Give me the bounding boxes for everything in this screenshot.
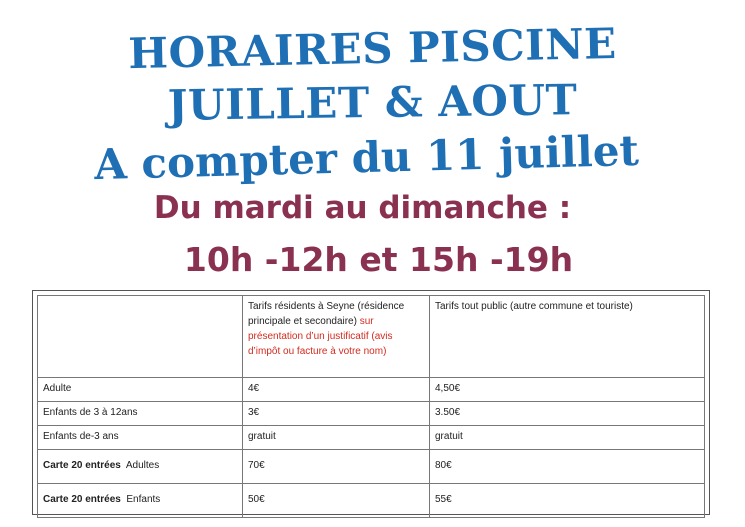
- row-public-price: gratuit: [430, 426, 705, 450]
- row-resident-price: 50€: [243, 484, 430, 518]
- row-label-text: Adulte: [43, 383, 72, 394]
- table-row: [38, 426, 705, 450]
- table-row: [38, 378, 705, 402]
- schedule-hours: 10h -12h et 15h -19h: [183, 240, 574, 279]
- header-resident-label: Tarifs résidents à Seyne (résidence principale et secondaire): [248, 301, 405, 327]
- header-resident-note: sur présentation d’un justificatif (avis d’impôt ou facture à votre nom): [248, 316, 393, 357]
- table-row: [38, 402, 705, 426]
- row-public-price: 3.50€: [430, 402, 705, 426]
- table-row: [38, 484, 705, 518]
- title-line-3: A compter du 11 juillet: [93, 125, 640, 190]
- schedule-days: Du mardi au dimanche :: [153, 190, 572, 226]
- row-public-price: 80€: [430, 450, 705, 484]
- table-header-row: [38, 296, 705, 378]
- row-resident-price: 3€: [243, 402, 430, 426]
- title-line-1: HORAIRES PISCINE: [127, 18, 618, 79]
- row-label-text: Enfants de 3 à 12ans: [43, 407, 138, 418]
- row-label-bold: Carte 20 entrées: [43, 460, 121, 471]
- price-table: [37, 295, 705, 518]
- row-label: [38, 378, 243, 402]
- row-label-bold: Carte 20 entrées: [43, 494, 121, 505]
- row-public-price: 4,50€: [430, 378, 705, 402]
- row-label-text: Enfants de-3 ans: [43, 431, 119, 442]
- row-public-price: 55€: [430, 484, 705, 518]
- row-label-text: Enfants: [120, 494, 161, 505]
- row-label: [38, 402, 243, 426]
- row-resident-price: 4€: [243, 378, 430, 402]
- row-label: [38, 450, 243, 484]
- title-line-2: JUILLET & AOUT: [167, 75, 578, 130]
- header-cell-public: Tarifs tout public (autre commune et touriste): [430, 296, 705, 378]
- row-label-text: Adultes: [120, 460, 160, 471]
- row-label: [38, 426, 243, 450]
- header-cell-empty: [38, 296, 243, 378]
- header-cell-resident: [243, 296, 430, 378]
- row-label: [38, 484, 243, 518]
- price-table-frame: [32, 290, 710, 515]
- row-resident-price: 70€: [243, 450, 430, 484]
- table-row: [38, 450, 705, 484]
- row-resident-price: gratuit: [243, 426, 430, 450]
